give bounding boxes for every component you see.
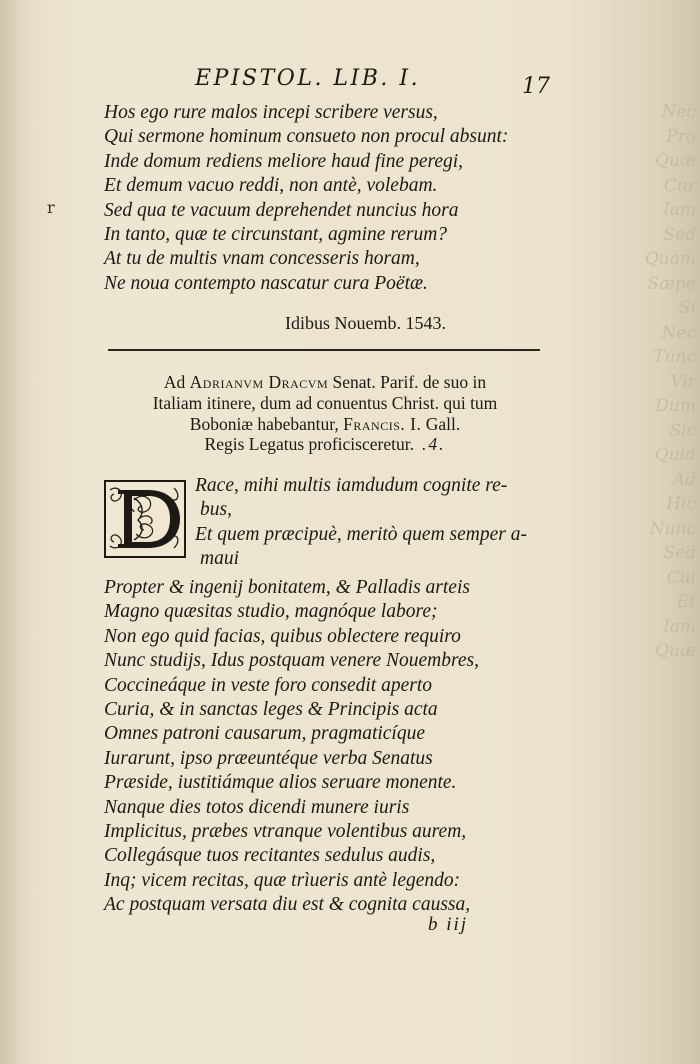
verse-line: Curia, & in sanctas leges & Principis acta <box>104 699 438 721</box>
verse-line: Collegásque tuos recitantes sedulus audis, <box>104 845 436 867</box>
title-line-1: Ad Adrianvm Dracvm Senat. Parif. de suo in <box>163 372 487 392</box>
verse-line: Ac postquam versata diu est & cognita caussa, <box>104 894 471 916</box>
verse-line: Nunc studijs, Idus postquam venere Nouembres, <box>104 650 479 672</box>
verse-line: Magno quæsitas studio, magnóque labore; <box>104 601 438 623</box>
verse-line: bus, <box>200 499 232 521</box>
verse-line: maui <box>200 548 239 570</box>
show-through-text: Nec Pro Quæ Cur Iam Sed Quàm Sæpe Si Nec Tunc Vir Dum Sic Quid Ad Hic Nunc Sed Cui Et Iam Quæ <box>644 102 696 661</box>
verse-line: At tu de multis vnam concesseris horam, <box>104 248 420 270</box>
verse-line: Coccineáque in veste foro consedit aperto <box>104 674 432 696</box>
opening-lines <box>195 474 545 572</box>
verse-line: Iurarunt, ipso præeuntéque verba Senatus <box>104 747 433 769</box>
verse-line: Præside, iustitiámque alios seruare monente. <box>104 772 457 794</box>
page-number: 17 <box>522 74 550 99</box>
date-line: Idibus Nouemb. 1543. <box>285 313 446 333</box>
verse-line: Non ego quid facias, quibus oblectere requiro <box>104 625 461 647</box>
title-line-2: Italiam itinere, dum ad conuentus Christ. qui tum <box>152 392 498 413</box>
top-verse-block <box>104 101 534 296</box>
verse-line: Implicitus, præbes vtranque volentibus aurem, <box>104 821 467 843</box>
king-name: Francis. I. <box>343 413 422 434</box>
title-line-4: Regis Legatus proficisceretur. .4. <box>204 434 446 455</box>
verse-line: Inq; vicem recitas, quæ trìueris antè legendo: <box>104 869 461 891</box>
verse-line: Propter & ingenij bonitatem, & Palladis arteis <box>104 577 470 598</box>
verse-line: Hos ego rure malos incepi scribere versus, <box>104 102 438 123</box>
main-verse-block <box>104 576 534 918</box>
verse-line: Et demum vacuo reddi, non antè, volebam. <box>104 175 438 197</box>
verse-line: Inde domum rediens meliore haud fine peregi, <box>104 150 464 172</box>
epistle-title <box>110 372 540 455</box>
verse-line: Sed qua te vacuum deprehendet nuncius hora <box>104 199 459 221</box>
verse-line: Race, mihi multis iamdudum cognite re- <box>195 475 508 496</box>
margin-mark: r <box>47 198 55 217</box>
epistle-number: .4. <box>421 434 446 455</box>
verse-line: Nanque dies totos dicendi munere iuris <box>104 796 410 818</box>
addressee-name: Adrianvm Dracvm <box>189 372 329 392</box>
verse-line: In tanto, quæ te circunstant, agmine rerum? <box>104 224 448 246</box>
verse-line: Omnes patroni causarum, pragmaticíque <box>104 723 426 745</box>
decorated-initial-d-icon <box>104 480 186 558</box>
running-title: EPISTOL. LIB. I. <box>195 66 421 91</box>
verse-line: Ne noua contempto nascatur cura Poëtæ. <box>104 272 428 294</box>
signature-mark: b iij <box>428 914 469 935</box>
section-divider <box>108 349 540 351</box>
title-line-3: Boboniæ habebantur, Francis. I. Gall. <box>189 413 461 434</box>
verse-line: Et quem præcipuè, meritò quem semper a- <box>195 523 527 545</box>
verse-line: Qui sermone hominum consueto non procul absunt: <box>104 126 509 148</box>
